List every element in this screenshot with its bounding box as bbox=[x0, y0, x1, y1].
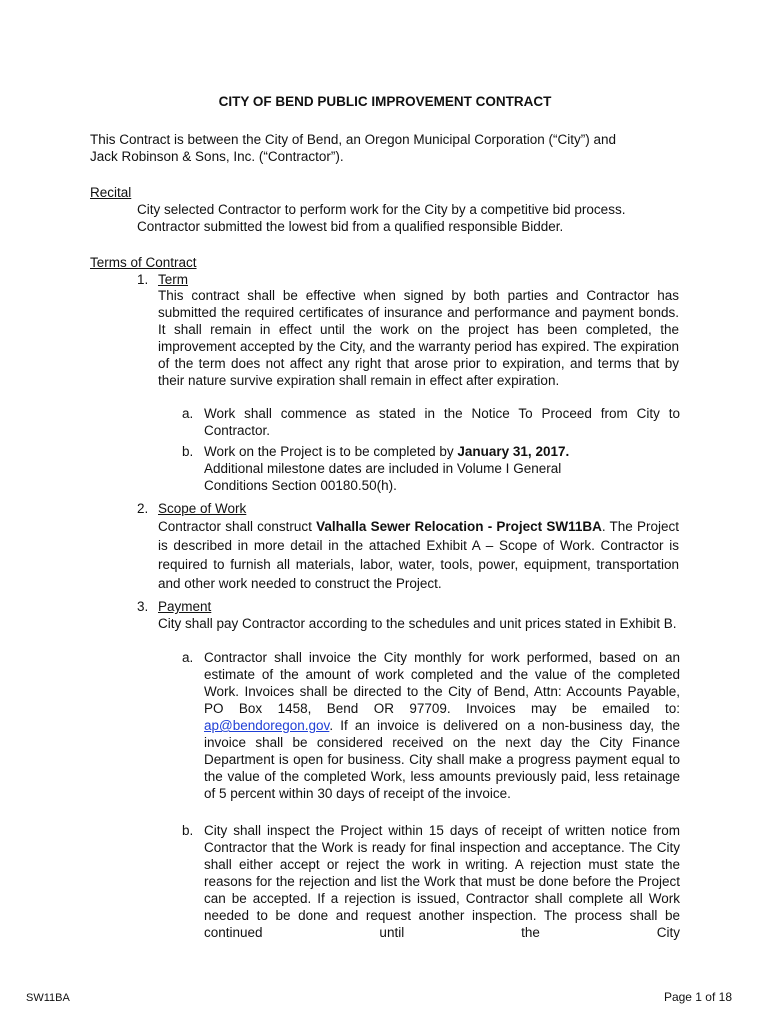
recital-line-2: Contractor submitted the lowest bid from a qualified responsible Bidder. bbox=[137, 219, 564, 234]
payment-item-b-text: City shall inspect the Project within 15 days of receipt of written notice from Contractor that the Work is ready for final inspection and acceptance. The City shall either accept or reject the work in writing. A rejection must state the reasons for the rejection and list the Work that must be done before the Project can be accepted. If a rejection is issued, Contractor shall complete all Work needed to be done and request another inspection. The process shall be continued until the City bbox=[204, 823, 680, 940]
term-item-b-line-2: Additional milestone dates are included in Volume I General bbox=[204, 461, 562, 476]
payment-body: City shall pay Contractor according to the schedules and unit prices stated in Exhibit B. bbox=[158, 616, 677, 631]
intro-paragraph bbox=[90, 131, 690, 165]
term-item-b-text bbox=[204, 443, 680, 494]
completion-date: January 31, 2017. bbox=[457, 444, 570, 459]
term-item-b-label: b. bbox=[182, 444, 194, 459]
term-item-b-line-1: Work on the Project is to be completed by January 31, 2017. bbox=[204, 444, 570, 459]
term-item-b-line-3: Conditions Section 00180.50(h). bbox=[204, 478, 397, 493]
term-number: 1. bbox=[137, 272, 149, 287]
term-heading: Term bbox=[158, 272, 188, 287]
document-title: CITY OF BEND PUBLIC IMPROVEMENT CONTRACT bbox=[218, 94, 552, 109]
footer-page-number: Page 1 of 18 bbox=[663, 990, 732, 1004]
payment-item-b-label: b. bbox=[182, 823, 194, 838]
term-item-a-text: Work shall commence as stated in the Notice To Proceed from City to Contractor. bbox=[204, 406, 680, 438]
payment-number: 3. bbox=[137, 599, 149, 614]
scope-body: Contractor shall construct Valhalla Sewer Relocation - Project SW11BA. The Project is described in more detail in the attached Exhibit A – Scope of Work. Contractor is required to furnish all materials, labor, water, tools, power, equipment, transportation and other work needed to construct the Project. bbox=[158, 519, 680, 591]
terms-heading: Terms of Contract bbox=[90, 255, 197, 270]
payment-heading: Payment bbox=[158, 599, 212, 614]
scope-number: 2. bbox=[137, 501, 149, 516]
payment-item-a-text: Contractor shall invoice the City monthly for work performed, based on an estimate of the amount of work completed and the value of the completed Work. Invoices shall be directed to the City of Bend, Attn: Accounts Payable, PO Box 1458, Bend OR 97709. Invoices may be emailed to: ap@bendoregon.gov. If an invoice is delivered on a non-business day, the invoice shall be considered received on the next day the City Finance Department is open for business. City shall make a progress payment equal to the value of the completed Work, less amounts previously paid, less retainage of 5 percent within 30 days of receipt of the invoice. bbox=[204, 650, 680, 801]
term-item-a-label: a. bbox=[182, 406, 194, 421]
recital-line-1: City selected Contractor to perform work for the City by a competitive bid process. bbox=[137, 202, 626, 217]
email-link[interactable]: ap@bendoregon.gov bbox=[204, 718, 330, 733]
scope-heading: Scope of Work bbox=[158, 501, 247, 516]
footer-document-code: SW11BA bbox=[26, 992, 70, 1004]
recital-paragraph bbox=[137, 201, 697, 235]
term-body: This contract shall be effective when signed by both parties and Contractor has submitted the required certificates of insurance and performance and payment bonds. It shall remain in effect until the work on the project has been completed, the improvement accepted by the City, and the warranty period has expired. The expiration of the term does not affect any right that arose prior to expiration, and terms that by their nature survive expiration shall remain in effect after expiration. bbox=[158, 288, 679, 388]
payment-item-a-label: a. bbox=[182, 650, 194, 665]
intro-line-2: Jack Robinson & Sons, Inc. (“Contractor”). bbox=[90, 149, 344, 164]
project-name: Valhalla Sewer Relocation - Project SW11BA bbox=[316, 519, 602, 534]
recital-heading: Recital bbox=[90, 185, 132, 200]
intro-line-1: This Contract is between the City of Bend, an Oregon Municipal Corporation (“City”) and bbox=[90, 132, 616, 147]
